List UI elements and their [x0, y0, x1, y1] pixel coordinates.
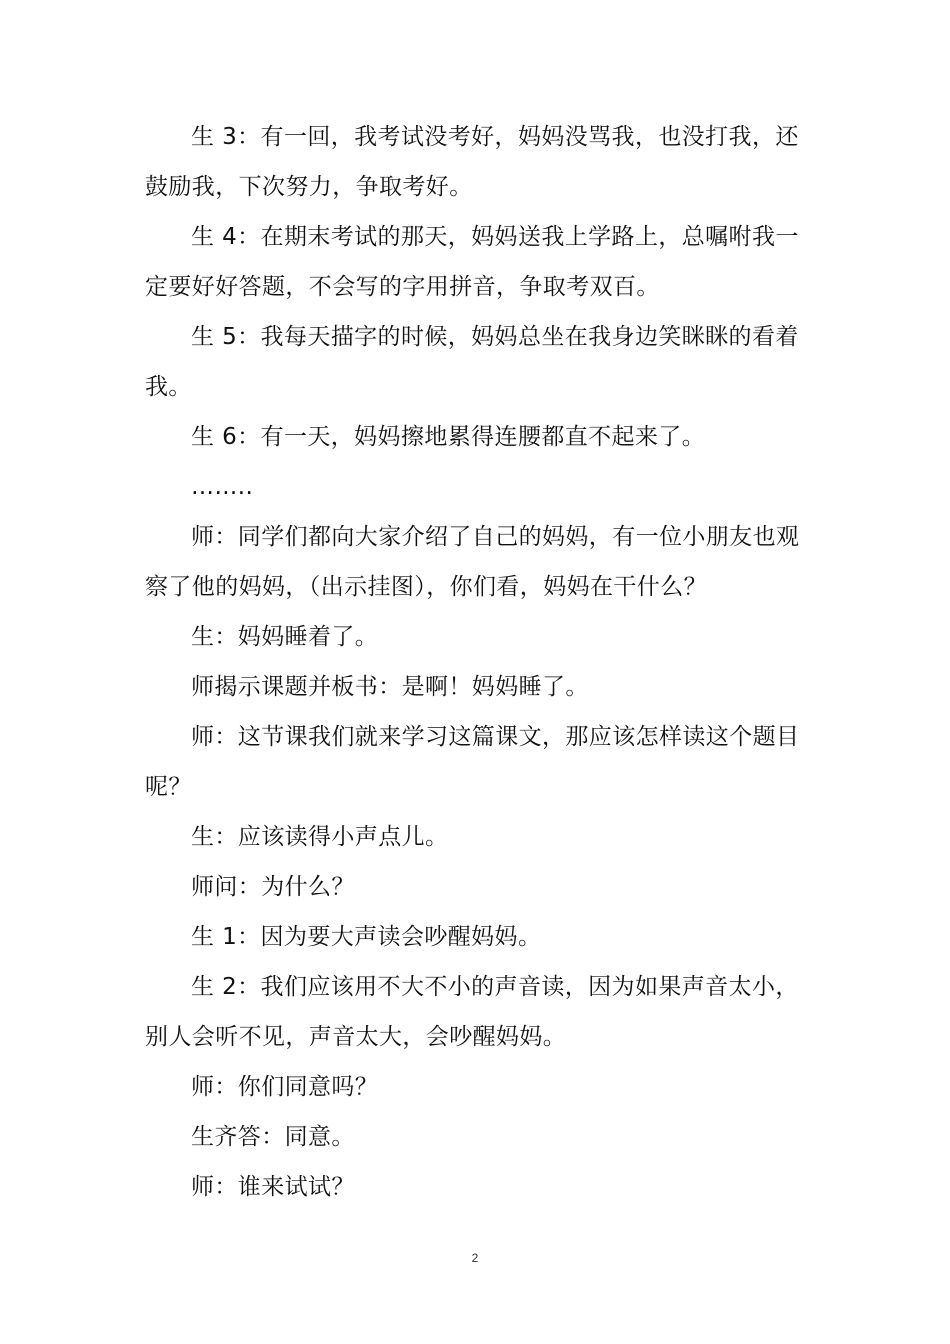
paragraph: 生 3：有一回，我考试没考好，妈妈没骂我，也没打我，还鼓励我，下次努力，争取考好。 — [145, 124, 799, 200]
paragraph: 师问：为什么？ — [191, 874, 355, 900]
paragraph: 生 5：我每天描字的时候，妈妈总坐在我身边笑眯眯的看着我。 — [145, 324, 799, 400]
paragraph: 生 1：因为要大声读会吵醒妈妈。 — [191, 924, 542, 950]
paragraph: 师：谁来试试？ — [191, 1174, 355, 1200]
paragraph: 生：妈妈睡着了。 — [191, 624, 379, 650]
paragraph: 生 6：有一天，妈妈擦地累得连腰都直不起来了。 — [191, 424, 706, 450]
paragraph: 师：同学们都向大家介绍了自己的妈妈，有一位小朋友也观察了他的妈妈，（出示挂图），你们看，妈妈在干什么？ — [145, 524, 800, 600]
document-body — [145, 112, 807, 1212]
paragraph: 生 4：在期末考试的那天，妈妈送我上学路上，总嘱咐我一定要好好答题，不会写的字用拼音，争取考双百。 — [145, 224, 799, 300]
paragraph: 师：你们同意吗？ — [191, 1074, 379, 1100]
page-number: 2 — [471, 1251, 479, 1265]
ellipsis-paragraph: …….. — [191, 474, 254, 500]
paragraph: 生：应该读得小声点儿。 — [191, 824, 449, 850]
paragraph: 生 2：我们应该用不大不小的声音读，因为如果声音太小，别人会听不见，声音太大，会吵醒妈妈。 — [145, 974, 799, 1050]
paragraph: 师揭示课题并板书：是啊！妈妈睡了。 — [191, 674, 589, 700]
paragraph: 师：这节课我们就来学习这篇课文，那应该怎样读这个题目呢？ — [145, 724, 800, 800]
paragraph: 生齐答：同意。 — [191, 1124, 355, 1150]
